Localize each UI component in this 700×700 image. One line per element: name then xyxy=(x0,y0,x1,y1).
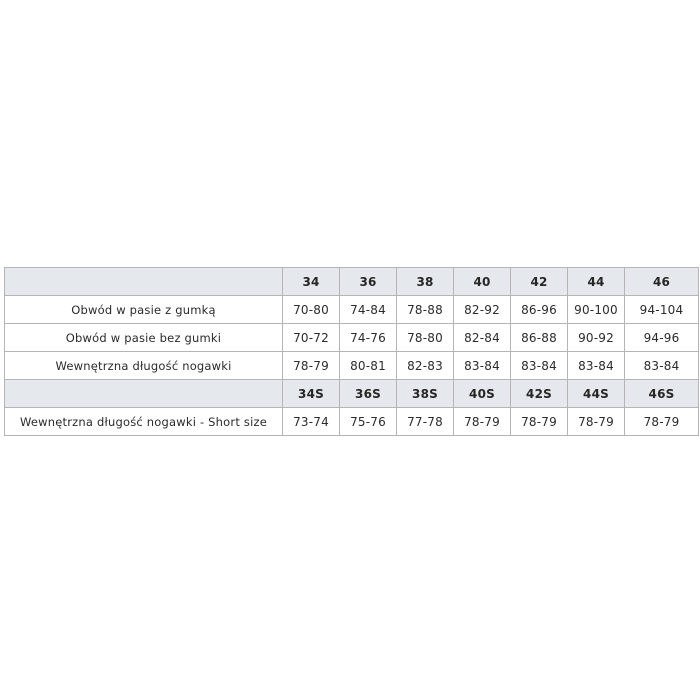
table-cell: 83-84 xyxy=(568,352,625,380)
header-size-cell: 38S xyxy=(397,380,454,408)
header-empty-cell xyxy=(5,380,283,408)
table-cell: 78-80 xyxy=(397,324,454,352)
table-cell: 83-84 xyxy=(511,352,568,380)
header-size-cell: 42S xyxy=(511,380,568,408)
table-cell: 78-88 xyxy=(397,296,454,324)
header-size-cell: 40 xyxy=(454,268,511,296)
table-cell: 86-96 xyxy=(511,296,568,324)
header-size-cell: 46S xyxy=(625,380,699,408)
row-label: Obwód w pasie z gumką xyxy=(5,296,283,324)
table-cell: 74-76 xyxy=(340,324,397,352)
size-chart-table xyxy=(4,267,699,436)
table-cell: 83-84 xyxy=(454,352,511,380)
row-label: Obwód w pasie bez gumki xyxy=(5,324,283,352)
row-label: Wewnętrzna długość nogawki xyxy=(5,352,283,380)
table-cell: 86-88 xyxy=(511,324,568,352)
table-row xyxy=(5,408,699,436)
table-cell: 80-81 xyxy=(340,352,397,380)
header-size-cell: 42 xyxy=(511,268,568,296)
table-cell: 78-79 xyxy=(511,408,568,436)
header-size-cell: 34S xyxy=(283,380,340,408)
table-cell: 78-79 xyxy=(625,408,699,436)
table-cell: 70-72 xyxy=(283,324,340,352)
table-cell: 94-96 xyxy=(625,324,699,352)
header-size-cell: 46 xyxy=(625,268,699,296)
table-cell: 74-84 xyxy=(340,296,397,324)
table-cell: 77-78 xyxy=(397,408,454,436)
table-cell: 90-100 xyxy=(568,296,625,324)
table-cell: 78-79 xyxy=(454,408,511,436)
header-size-cell: 38 xyxy=(397,268,454,296)
table-cell: 82-92 xyxy=(454,296,511,324)
table-cell: 94-104 xyxy=(625,296,699,324)
table-row xyxy=(5,296,699,324)
table-row xyxy=(5,352,699,380)
header-size-cell: 34 xyxy=(283,268,340,296)
table-cell: 75-76 xyxy=(340,408,397,436)
table-cell: 90-92 xyxy=(568,324,625,352)
table-row xyxy=(5,324,699,352)
header-size-cell: 36S xyxy=(340,380,397,408)
header-empty-cell xyxy=(5,268,283,296)
table-cell: 70-80 xyxy=(283,296,340,324)
header-size-cell: 44S xyxy=(568,380,625,408)
short-size-header-row xyxy=(5,380,699,408)
table-cell: 83-84 xyxy=(625,352,699,380)
table-cell: 82-83 xyxy=(397,352,454,380)
size-header-row xyxy=(5,268,699,296)
table-cell: 78-79 xyxy=(568,408,625,436)
header-size-cell: 44 xyxy=(568,268,625,296)
table-cell: 73-74 xyxy=(283,408,340,436)
header-size-cell: 40S xyxy=(454,380,511,408)
table-cell: 78-79 xyxy=(283,352,340,380)
row-label: Wewnętrzna długość nogawki - Short size xyxy=(5,408,283,436)
table-cell: 82-84 xyxy=(454,324,511,352)
header-size-cell: 36 xyxy=(340,268,397,296)
